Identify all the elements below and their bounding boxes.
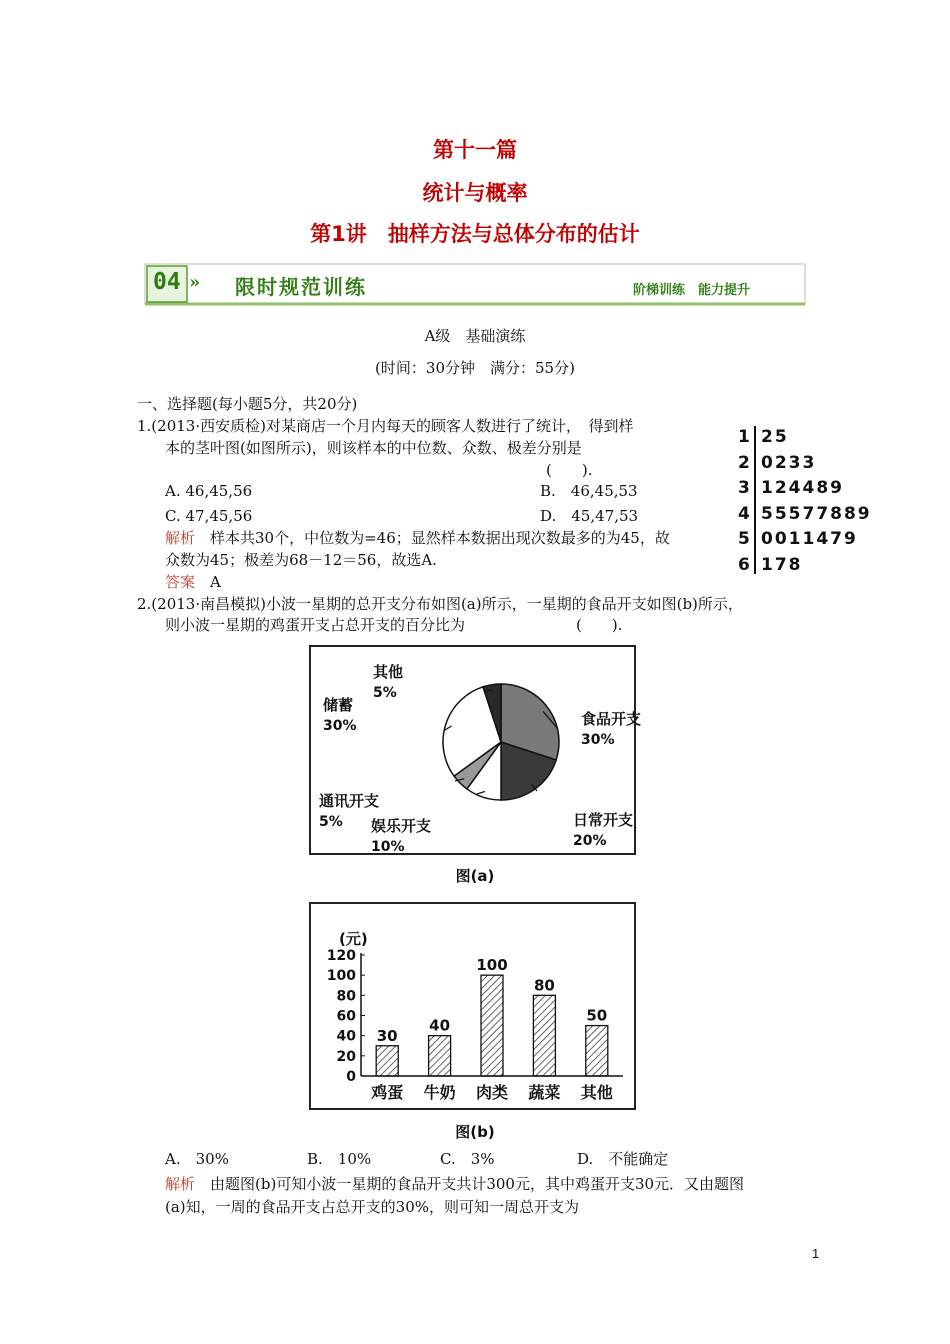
stem-value: 2 xyxy=(738,452,750,473)
pie-slice-percent: 5% xyxy=(319,814,343,830)
bar xyxy=(533,995,555,1076)
q1-answer-label: 答案 xyxy=(165,573,196,591)
q1-analysis-label: 解析 xyxy=(165,529,196,547)
q1-analysis-line1 xyxy=(165,527,670,549)
stem-value: 1 xyxy=(738,427,750,447)
category-label: 蔬菜 xyxy=(528,1083,561,1102)
y-tick-label: 60 xyxy=(336,1008,356,1025)
bar-value-label: 100 xyxy=(476,956,508,975)
q2-option-c: C. 3% xyxy=(440,1150,495,1168)
leaf-values: 124489 xyxy=(761,478,844,498)
bar-value-label: 30 xyxy=(376,1026,398,1045)
lecture-title: 第1讲 抽样方法与总体分布的估计 xyxy=(310,222,640,246)
pie-slice-label: 娱乐开支 xyxy=(371,817,432,835)
y-tick-label: 120 xyxy=(326,948,356,964)
leaf-values: 0011479 xyxy=(761,529,858,549)
bar-chart-figure xyxy=(309,902,636,1110)
pie-slice-label: 食品开支 xyxy=(581,710,642,728)
figure-b-caption: 图(b) xyxy=(455,1123,495,1141)
pie-slice-percent: 5% xyxy=(373,685,397,701)
stem-value: 4 xyxy=(738,503,750,524)
q1-analysis-text: 样本共30个，中位数为=46；显然样本数据出现次数最多的为45，故 xyxy=(195,529,670,547)
q1-answer-value: A xyxy=(195,573,221,591)
bar-value-label: 50 xyxy=(586,1006,608,1025)
q2-option-d: D. 不能确定 xyxy=(577,1150,669,1168)
pie-slice-percent: 20% xyxy=(573,833,607,849)
stem-value: 3 xyxy=(738,478,750,498)
y-tick-label: 40 xyxy=(336,1028,356,1045)
q1-option-d: D. 45,47,53 xyxy=(540,507,639,525)
level-heading: A级 基础演练 xyxy=(424,327,526,345)
banner-arrows: » xyxy=(189,272,201,293)
q1-answer xyxy=(165,571,221,593)
chapter-title: 统计与概率 xyxy=(422,181,528,205)
q2-paren: ( ). xyxy=(576,616,623,634)
leaf-values: 25 xyxy=(761,427,789,447)
q1-stem-line1: 1.(2013·西安质检)对某商店一个月内每天的顾客人数进行了统计， 得到样 xyxy=(137,417,634,435)
y-tick-label: 20 xyxy=(336,1048,356,1065)
q1-analysis-line2: 众数为45；极差为68－12＝56，故选A. xyxy=(165,551,437,569)
section-banner xyxy=(145,262,805,306)
q1-option-b: B. 46,45,53 xyxy=(540,482,638,500)
q2-analysis-text: 由题图(b)可知小波一星期的食品开支共计300元，其中鸡蛋开支30元．又由题图 xyxy=(195,1175,745,1193)
pie-slice-percent: 30% xyxy=(581,732,615,748)
q1-stem-line2: 本的茎叶图(如图所示)，则该样本的中位数、众数、极差分别是 xyxy=(165,439,582,457)
q2-analysis-line2: (a)知，一周的食品开支占总开支的30%，则可知一周总开支为 xyxy=(165,1198,579,1216)
banner-slogan: 阶梯训练 能力提升 xyxy=(633,283,751,298)
banner-title: 限时规范训练 xyxy=(235,275,367,299)
timing-info: (时间：30分钟 满分：55分) xyxy=(375,359,575,377)
q1-paren: ( ). xyxy=(546,461,593,479)
q2-option-a: A. 30% xyxy=(165,1150,229,1168)
q2-option-b: B. 10% xyxy=(307,1150,372,1168)
leaf-values: 0233 xyxy=(761,452,817,473)
category-label: 牛奶 xyxy=(423,1083,456,1102)
pie-chart-figure xyxy=(309,645,642,855)
stem-leaf-plot xyxy=(738,424,872,576)
q2-analysis-line1 xyxy=(165,1173,744,1195)
y-axis-unit: (元) xyxy=(339,930,368,948)
stem-value: 5 xyxy=(738,529,750,549)
pie-leader-line xyxy=(487,690,493,691)
pie-chart xyxy=(311,647,642,855)
q1-option-a: A. 46,45,56 xyxy=(165,482,253,500)
bar xyxy=(376,1046,398,1076)
q1-option-c: C. 47,45,56 xyxy=(165,507,253,525)
pie-slice-label: 通讯开支 xyxy=(319,792,380,810)
leaf-values: 178 xyxy=(761,554,803,575)
pie-slice-percent: 30% xyxy=(323,718,357,734)
bar-chart xyxy=(311,904,634,1108)
pie-slice-percent: 10% xyxy=(371,839,405,855)
q2-stem-line2: 则小波一星期的鸡蛋开支占总开支的百分比为 xyxy=(165,616,466,634)
category-label: 其他 xyxy=(580,1083,613,1102)
y-tick-label: 0 xyxy=(346,1069,356,1085)
stem-value: 6 xyxy=(738,554,750,575)
page-number: 1 xyxy=(812,1246,820,1261)
stem-divider xyxy=(754,426,756,574)
bar xyxy=(586,1026,608,1076)
section-heading: 一、选择题(每小题5分，共20分) xyxy=(137,395,358,413)
q2-stem-line1: 2.(2013·南昌模拟)小波一星期的总开支分布如图(a)所示，一星期的食品开支如图(b)所示， xyxy=(137,595,743,613)
banner-number: 04 xyxy=(153,269,181,295)
bar xyxy=(429,1036,451,1076)
bar-value-label: 40 xyxy=(429,1016,451,1035)
bar-value-label: 80 xyxy=(533,976,555,995)
figure-a-caption: 图(a) xyxy=(455,867,495,885)
q2-analysis-label: 解析 xyxy=(165,1175,196,1193)
pie-slice-label: 其他 xyxy=(373,663,404,681)
bar xyxy=(481,975,503,1076)
category-label: 鸡蛋 xyxy=(371,1083,404,1102)
part-title: 第十一篇 xyxy=(433,138,517,162)
leaf-values: 55577889 xyxy=(761,503,872,524)
y-tick-label: 80 xyxy=(336,988,356,1005)
pie-slice-label: 储蓄 xyxy=(323,696,354,714)
pie-slice-label: 日常开支 xyxy=(573,811,634,829)
category-label: 肉类 xyxy=(475,1083,509,1102)
y-tick-label: 100 xyxy=(326,968,356,985)
